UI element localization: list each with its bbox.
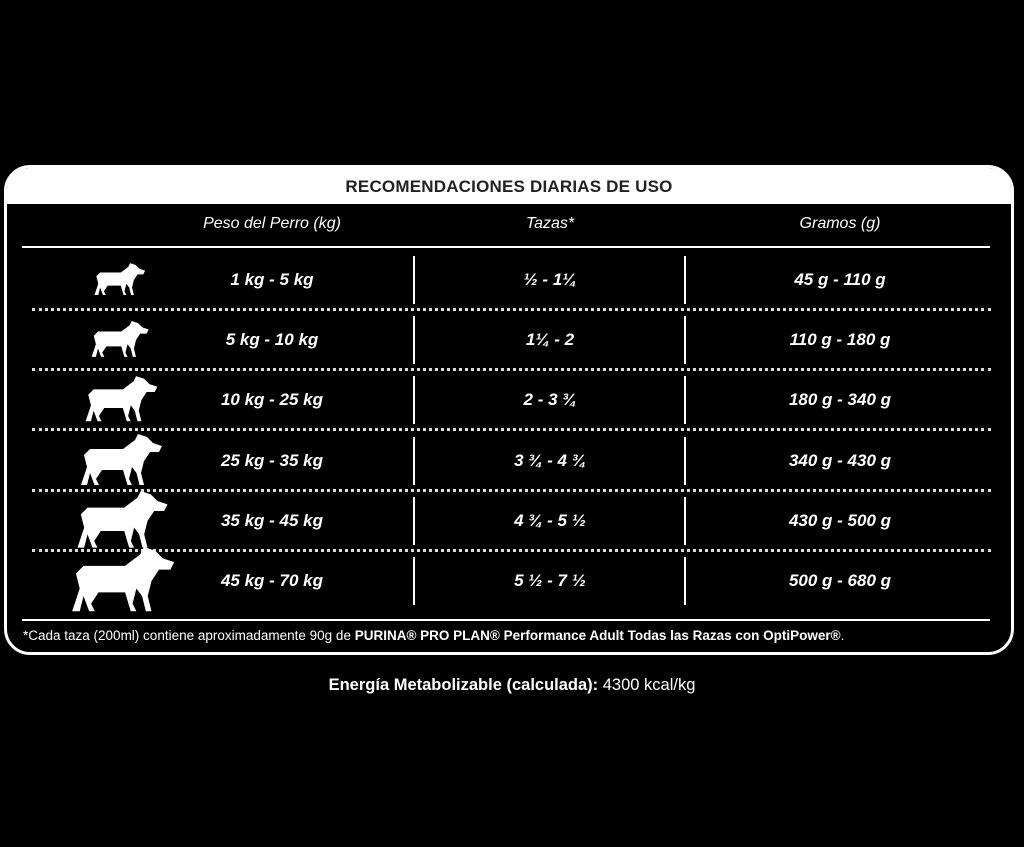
grams-cell: 110 g - 180 g [789,330,891,349]
footnote [23,628,844,643]
footnote-product: PURINA® PRO PLAN® Performance Adult Todas las Razas con OptiPower® [354,628,841,643]
grams-cell: 430 g - 500 g [788,511,892,530]
table-title: RECOMENDACIONES DIARIAS DE USO [7,168,1011,204]
cups-cell: 2 - 3 ¾ [523,390,577,409]
dog-icon [83,321,151,359]
cups-cell: ½ - 1¼ [523,270,577,289]
table-row [7,431,1011,491]
table-row [7,250,1011,310]
grams-cell: 340 g - 430 g [788,451,892,470]
footer-divider [22,619,990,621]
energy-value: 4300 kcal/kg [598,676,696,694]
weight-cell: 45 kg - 70 kg [220,571,324,590]
grams-cell: 45 g - 110 g [794,270,886,289]
grams-cell: 500 g - 680 g [788,571,892,590]
cups-cell: 3 ¾ - 4 ¾ [514,451,586,470]
grams-cell: 180 g - 340 g [788,390,892,409]
energy-label: Energía Metabolizable (calculada): [328,676,599,694]
table-row [7,551,1011,611]
weight-cell: 35 kg - 45 kg [220,511,324,530]
dog-icon [75,376,160,424]
footnote-suffix: . [840,628,845,643]
dog-icon [87,263,147,297]
header-cups: Tazas* [525,215,575,232]
table-row [7,370,1011,430]
dog-icon [64,491,171,551]
table-row [7,310,1011,370]
cups-cell: 5 ½ - 7 ½ [514,571,586,590]
cups-cell: 4 ¾ - 5 ½ [514,511,586,530]
cups-cell: 1¼ - 2 [525,330,575,349]
weight-cell: 1 kg - 5 kg [230,270,314,289]
energy-info [0,676,1024,695]
feeding-table [4,165,1014,655]
weight-cell: 5 kg - 10 kg [225,330,319,349]
table-row [7,491,1011,551]
dog-icon [69,434,165,488]
header-weight: Peso del Perro (kg) [203,215,341,232]
header-divider [22,246,990,248]
weight-cell: 10 kg - 25 kg [220,390,324,409]
header-grams: Gramos (g) [799,215,881,232]
weight-cell: 25 kg - 35 kg [220,451,324,470]
footnote-prefix: *Cada taza (200ml) contiene aproximadamente 90g de [23,628,355,643]
